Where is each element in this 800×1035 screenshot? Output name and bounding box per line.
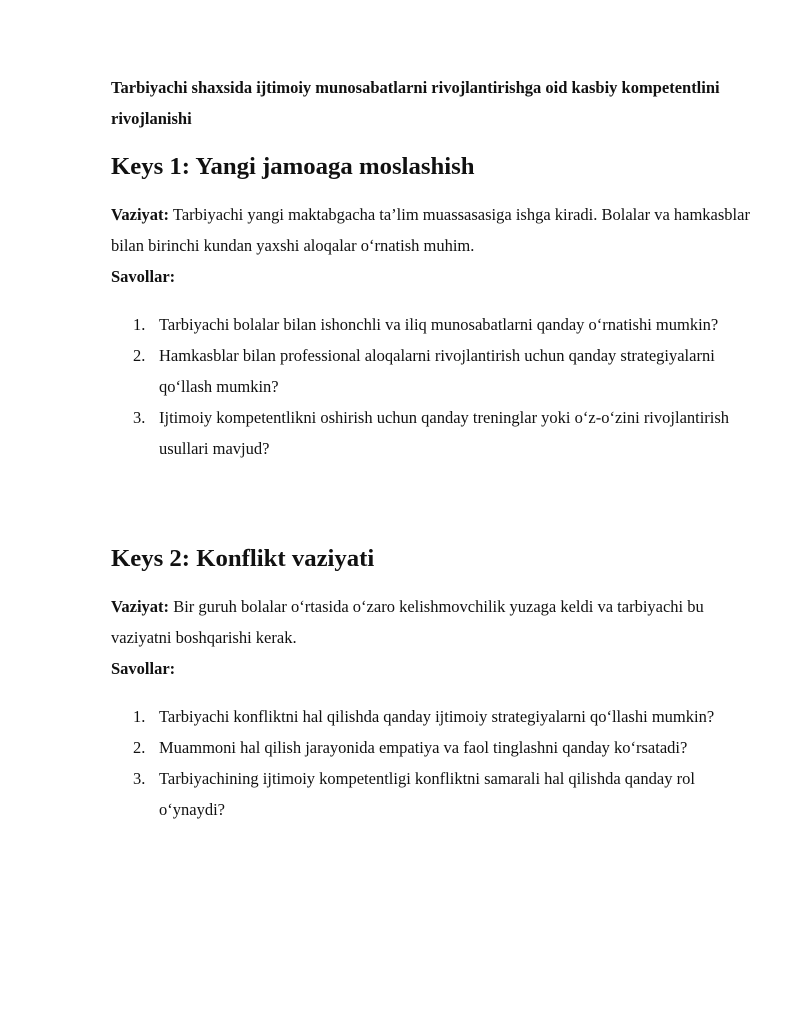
list-item-text: Ijtimoiy kompetentlikni oshirish uchun qanday treninglar yoki o‘z-o‘zini rivojlantirish usullari mavjud?: [159, 408, 730, 458]
list-item-number: 2.: [133, 738, 146, 757]
list-item: [111, 701, 751, 732]
list-item: [111, 763, 751, 825]
case-2-situation-label: Vaziyat:: [111, 597, 170, 616]
list-item-text: Hamkasblar bilan professional aloqalarni rivojlantirish uchun qanday strategiyalarni qo‘llash mumkin?: [159, 346, 715, 396]
list-item: [111, 309, 751, 340]
list-item-number: 1.: [133, 315, 146, 334]
list-item-number: 1.: [133, 707, 146, 726]
document-page: [111, 72, 751, 825]
list-item: [111, 402, 751, 464]
case-1: [111, 151, 751, 464]
case-2: [111, 543, 751, 825]
list-item-number: 2.: [133, 346, 146, 365]
case-1-situation: [111, 199, 751, 261]
case-1-questions-list: [111, 309, 751, 464]
case-2-situation-text: Bir guruh bolalar o‘rtasida o‘zaro kelishmovchilik yuzaga keldi va tarbiyachi bu vaziyatni boshqarishi kerak.: [111, 597, 704, 647]
list-item-number: 3.: [133, 769, 146, 788]
case-1-questions-label: Savollar:: [111, 267, 176, 286]
list-item-number: 3.: [133, 408, 146, 427]
case-1-situation-label: Vaziyat:: [111, 205, 170, 224]
list-item-text: Tarbiyachi bolalar bilan ishonchli va iliq munosabatlarni qanday o‘rnatishi mumkin?: [159, 315, 719, 334]
case-1-situation-text: Tarbiyachi yangi maktabgacha ta’lim muassasasiga ishga kiradi. Bolalar va hamkasblar bilan birinchi kundan yaxshi aloqalar o‘rnatish muhim.: [111, 205, 750, 255]
list-item: [111, 732, 751, 763]
list-item-text: Tarbiyachi konfliktni hal qilishda qanday ijtimoiy strategiyalarni qo‘llashi mumkin?: [159, 707, 715, 726]
case-1-title: Keys 1: Yangi jamoaga moslashish: [111, 153, 475, 180]
list-item: [111, 340, 751, 402]
case-2-title: Keys 2: Konflikt vaziyati: [111, 545, 375, 572]
list-item-text: Tarbiyachining ijtimoiy kompetentligi konfliktni samarali hal qilishda qanday rol o‘ynaydi?: [159, 769, 695, 819]
document-title: Tarbiyachi shaxsida ijtimoiy munosabatlarni rivojlantirishga oid kasbiy kompetentlini rivojlanishi: [111, 78, 720, 128]
case-2-questions-label: Savollar:: [111, 659, 176, 678]
case-2-questions-list: [111, 701, 751, 825]
list-item-text: Muammoni hal qilish jarayonida empatiya va faol tinglashni qanday ko‘rsatadi?: [159, 738, 688, 757]
case-2-situation: [111, 591, 751, 653]
